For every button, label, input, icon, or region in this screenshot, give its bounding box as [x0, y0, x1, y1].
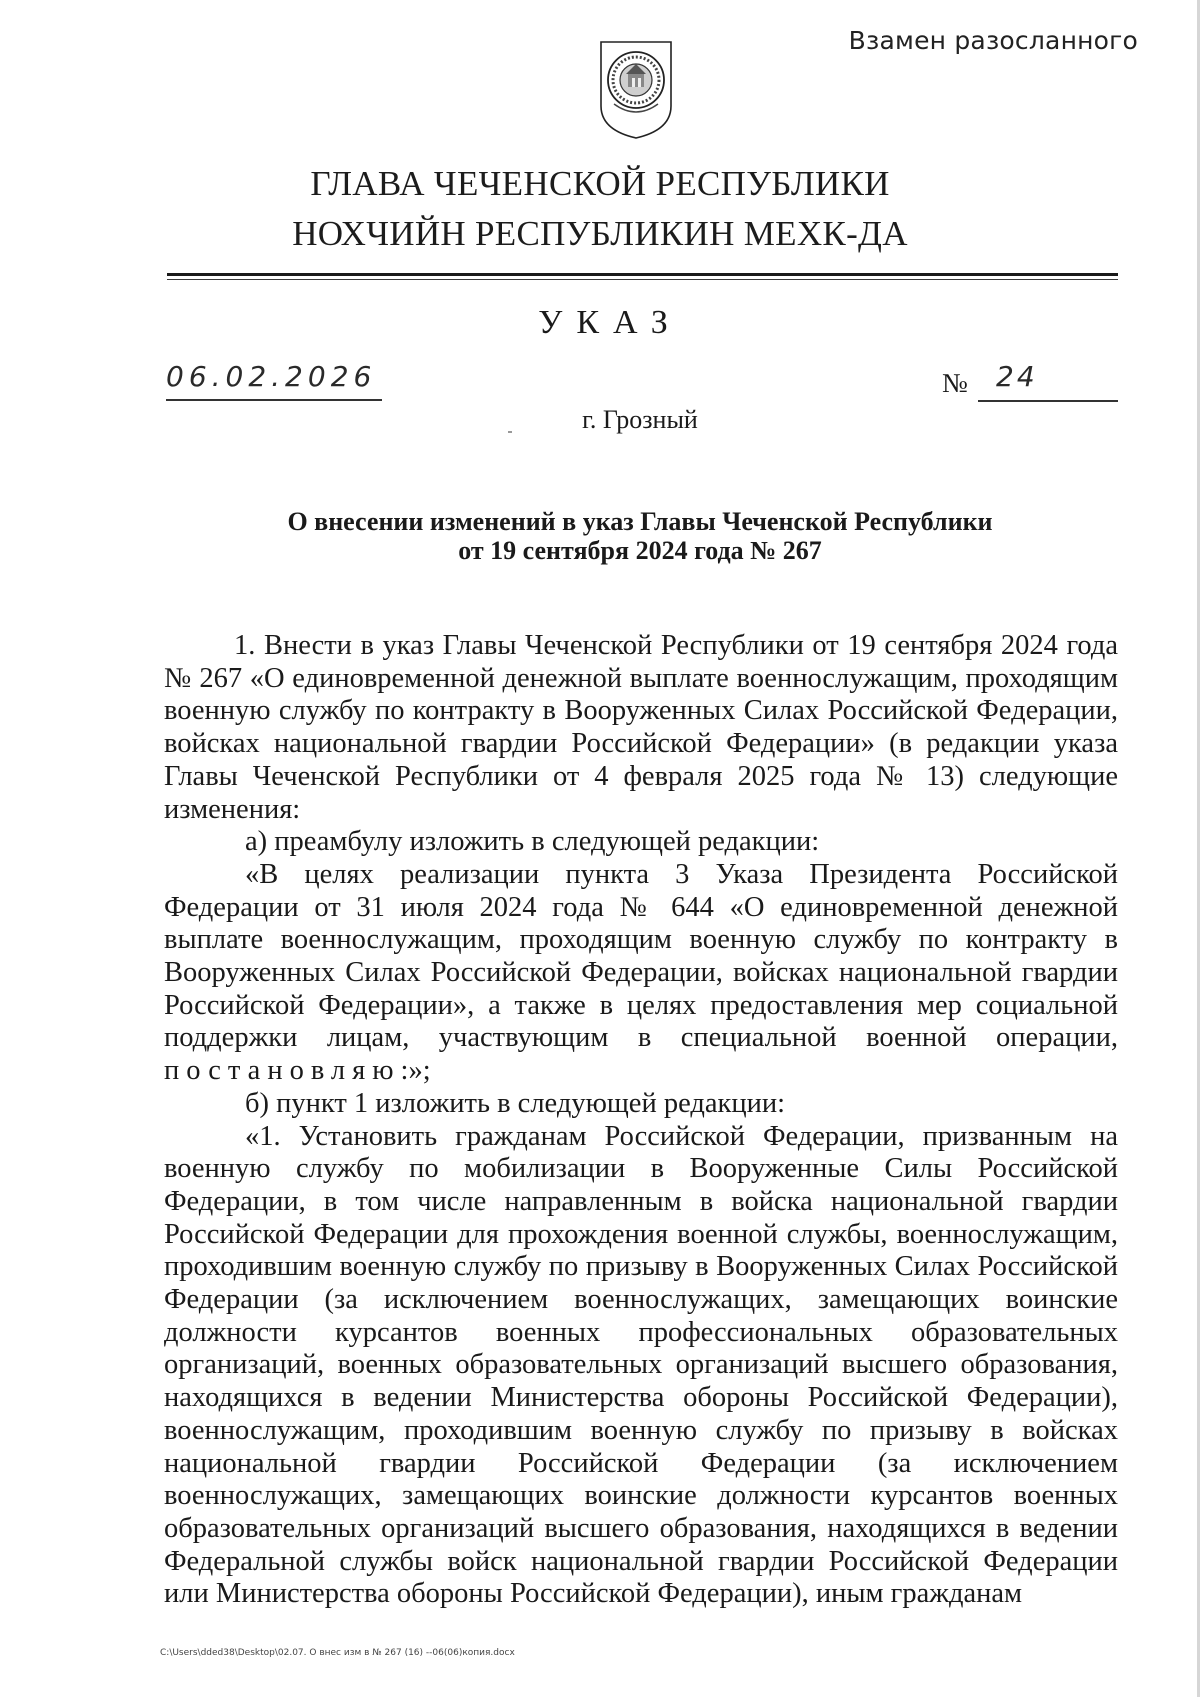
scan-speck — [508, 431, 512, 433]
city: г. Грозный — [582, 405, 698, 434]
header-title-russian: ГЛАВА ЧЕЧЕНСКОЙ РЕСПУБЛИКИ — [310, 164, 890, 203]
document-date: 06.02.2026 — [166, 360, 377, 393]
paragraph-3-text: «В целях реализации пункта 3 Указа Президента Российской Федерации от 31 июля 2024 года № 644 «О единовременной денежной выплате военнослужащим, проходящим военную службу по контракту в Вооруженных Силах Российской Федерации, войсках национальной гвардии Российской Федерации», а также в целях предоставления мер социальной поддержки лицам, участвующим в специальной военной операции, — [164, 858, 1118, 1054]
paragraph-2: а) преамбулу изложить в следующей редакции: — [245, 826, 820, 858]
header-title-chechen: НОХЧИЙН РЕСПУБЛИКИН МЕХК-ДА — [292, 214, 908, 253]
coat-of-arms-icon — [598, 40, 674, 140]
file-path-footer: C:\Users\dded38\Desktop\02.07. О внес изм в № 267 (16) --06(06)копия.docx — [160, 1648, 515, 1658]
date-underline — [166, 399, 382, 401]
document-title — [160, 507, 1120, 565]
number-underline — [978, 400, 1118, 402]
title-line-2: от 19 сентября 2024 года № 267 — [458, 536, 822, 565]
paragraph-1: 1. Внести в указ Главы Чеченской Республики от 19 сентября 2024 года № 267 «О единовременной денежной выплате военнослужащим, проходящим военную службу по контракту в Вооруженных Силах Российской Федерации, войсках национальной гвардии Российской Федерации» (в редакции указа Главы Чеченской Республики от 4 февраля 2025 года № 13) следующие изменения: — [164, 630, 1118, 825]
paragraph-4: б) пункт 1 изложить в следующей редакции: — [245, 1087, 786, 1119]
paragraph-3-spaced-word: постановляю — [164, 1055, 401, 1087]
header-divider-thin — [167, 279, 1118, 280]
paragraph-5: «1. Установить гражданам Российской Федерации, призванным на военную службу по мобилизации в Вооруженные Силы Российской Федерации, в том числе направленным в войска национальной гвардии Российской Федерации для прохождения военной службы, военнослужащим, проходившим военную службу по призыву в Вооруженных Силах Российской Федерации (за исключением военнослужащих, замещающих воинские должности курсантов военных профессиональных образовательных организаций, военных образовательных организаций высшего образования, находящихся в ведении Министерства обороны Российской Федерации), военнослужащим, проходившим военную службу по призыву в войсках национальной гвардии Российской Федерации (за исключением военнослужащих, замещающих воинские должности курсантов военных образовательных организаций высшего образования, находящихся в ведении Федеральной службы войск национальной гвардии Российской Федерации или Министерства обороны Российской Федерации), иным гражданам — [164, 1120, 1118, 1610]
paragraph-3 — [164, 859, 1118, 1088]
title-line-1: О внесении изменений в указ Главы Чеченской Республики — [287, 507, 993, 536]
document-body — [164, 630, 1118, 1611]
document-number: 24 — [996, 360, 1038, 393]
paragraph-3-end: :»; — [400, 1055, 431, 1087]
header-divider-thick — [167, 273, 1118, 276]
replacement-stamp: Взамен разосланного — [848, 26, 1138, 55]
number-label: № — [942, 368, 968, 398]
document-type: УКАЗ — [538, 304, 682, 341]
